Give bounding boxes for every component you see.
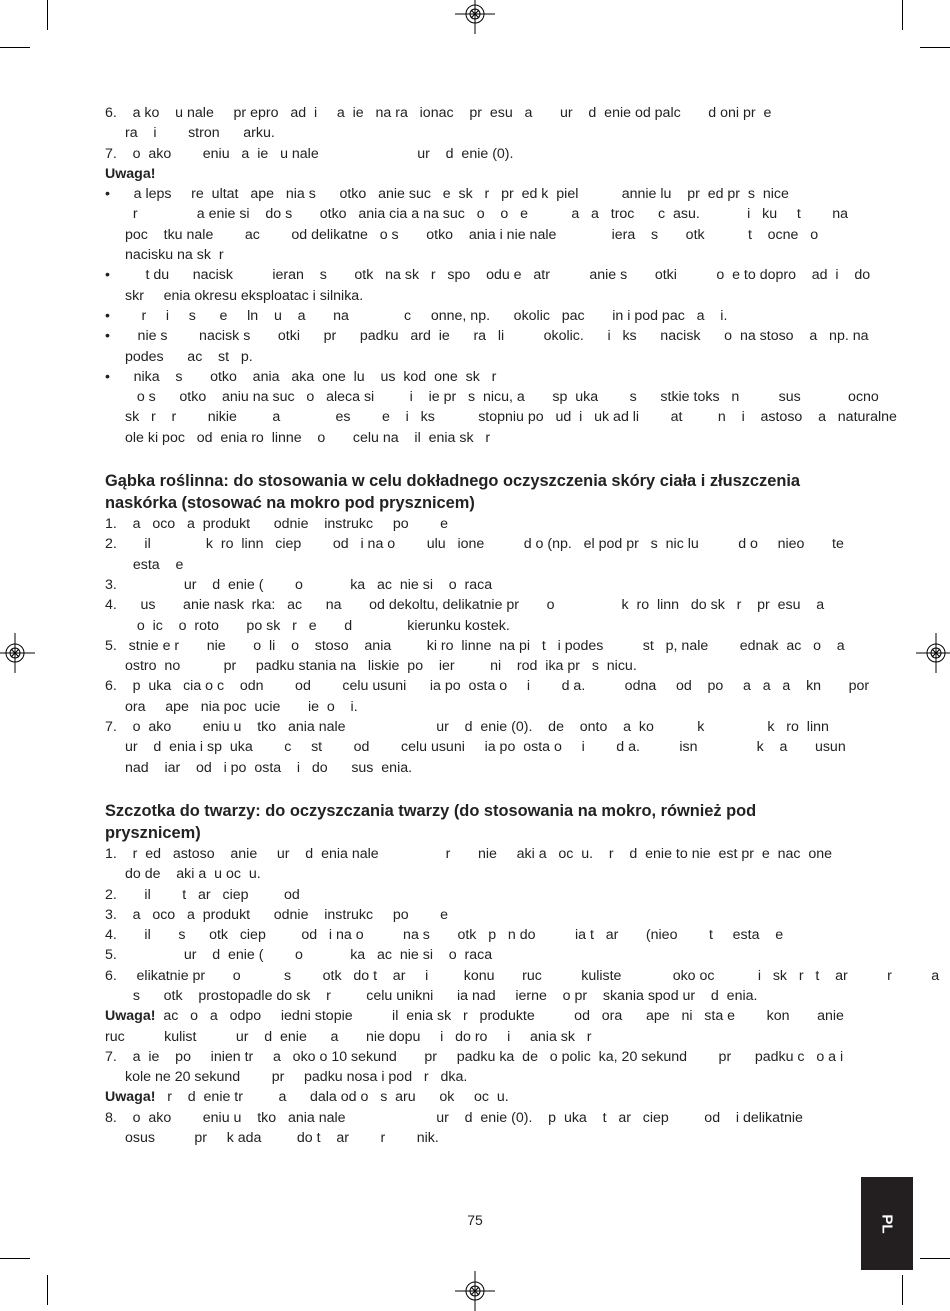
- trim-mark: [0, 47, 30, 48]
- page-content: [105, 103, 940, 1148]
- section-gap: [105, 778, 845, 800]
- text-line: ostro no pr padku stania na liskie po ier ni rod ika pr s nicu.: [125, 658, 637, 675]
- text-line: r a enie si do s otko ania cia a na suc o o e a a troc c asu. i ku t na: [125, 206, 849, 223]
- trim-mark: [920, 47, 950, 48]
- note-label: Uwaga!: [105, 165, 156, 182]
- list-item: • nie s nacisk s otki pr padku ard ie ra li okolic. i ks nacisk o na stoso a np. na: [105, 328, 869, 345]
- section-gap: [105, 448, 845, 470]
- note-label: Uwaga!: [105, 1008, 156, 1025]
- section-heading: Gąbka roślinna: do stosowania w celu dokładnego oczyszczenia skóry ciała i złuszczenia: [105, 472, 801, 491]
- note-line: [105, 1087, 845, 1107]
- text-line: poc tku nale ac od delikatne o s otko ania i nie nale iera s otk t ocne o: [125, 226, 819, 243]
- text-line: osus pr k ada do t ar r nik.: [125, 1130, 439, 1147]
- section-heading: Szczotka do twarzy: do oczyszczania twarzy (do stosowania na mokro, również pod: [105, 801, 757, 820]
- language-tab-label: PL: [878, 1213, 896, 1234]
- list-item: 3. a oco a produkt odnie instrukc po e: [105, 906, 449, 923]
- list-item: • r i s e ln u a na c onne, np. okolic pac in i pod pac a i.: [105, 307, 728, 324]
- section-heading: prysznicem): [105, 823, 201, 842]
- list-item: • a leps re ultat ape nia s otko anie suc e sk r pr ed k piel annie lu pr ed pr s nice: [105, 186, 789, 203]
- note-text: r d enie tr a dala od o s aru ok oc u.: [155, 1089, 509, 1106]
- list-item: 8. o ako eniu u tko ania nale ur d enie (0). p uka t ar ciep od i delikatnie: [105, 1109, 803, 1126]
- list-item: 1. r ed astoso anie ur d enia nale r nie aki a oc u. r d enie to nie est pr e nac one: [105, 845, 833, 862]
- text-line: esta e: [125, 556, 184, 573]
- list-item: • nika s otko ania aka one lu us kod one sk r: [105, 368, 497, 385]
- list-item: 2. il k ro linn ciep od i na o ulu ione d o (np. el pod pr s nic lu d o nieo te: [105, 536, 844, 553]
- text-line: nad iar od i po osta i do sus enia.: [125, 759, 413, 776]
- text-line: ole ki poc od enia ro linne o celu na il enia sk r: [125, 429, 491, 446]
- text-line: o s otko aniu na suc o aleca si i ie pr s nicu, a sp uka s stkie toks n sus ocno: [125, 389, 879, 406]
- text-line: skr enia okresu eksploatac i silnika.: [125, 287, 364, 304]
- text-line: sk r r nikie a es e i ks stopniu po ud i uk ad li at n i astoso a naturalne: [125, 409, 897, 426]
- trim-mark: [0, 1258, 30, 1259]
- text-line: s otk prostopadle do sk r celu unikni ia nad ierne o pr skania spod ur d enia.: [125, 987, 758, 1004]
- note-label: Uwaga!: [105, 1089, 156, 1106]
- list-item: 7. a ie po inien tr a oko o 10 sekund pr padku ka de o polic ka, 20 sekund pr padku c o a i: [105, 1048, 844, 1065]
- registration-mark-icon: [455, 1271, 495, 1311]
- text-line: kole ne 20 sekund pr padku nosa i pod r dka.: [125, 1069, 468, 1086]
- note-text: ac o a odpo iedni stopie il enia sk r produkte od ora ape ni sta e kon anie: [155, 1008, 844, 1025]
- trim-mark: [47, 1275, 48, 1305]
- text-line: do de aki a u oc u.: [125, 866, 261, 883]
- language-tab: [861, 1177, 913, 1270]
- list-item: 7. o ako eniu u tko ania nale ur d enie (0). de onto a ko k k ro linn: [105, 719, 829, 736]
- list-item: 6. p uka cia o c odn od celu usuni ia po osta o i d a. odna od po a a a kn por: [105, 678, 870, 695]
- text-line: ora ape nia poc ucie ie o i.: [125, 698, 358, 715]
- registration-mark-icon: [455, 0, 495, 34]
- list-item: 6. elikatnie pr o s otk do t ar i konu ruc kuliste oko oc i sk r t ar r a: [105, 967, 940, 984]
- list-item: 5. stnie e r nie o li o stoso ania ki ro linne na pi t i podes st p, nale ednak ac o a: [105, 637, 845, 654]
- trim-mark: [902, 0, 903, 30]
- trim-mark: [902, 1275, 903, 1305]
- text-line: ruc kulist ur d enie a nie dopu i do ro i ania sk r: [105, 1028, 592, 1045]
- registration-mark-icon: [916, 633, 950, 673]
- registration-mark-icon: [0, 633, 35, 673]
- note-line: [105, 1006, 845, 1026]
- trim-mark: [47, 0, 48, 30]
- list-item: • t du nacisk ieran s otk na sk r spo odu e atr anie s otki o e to dopro ad i do: [105, 267, 871, 284]
- list-item: 7. o ako eniu a ie u nale ur d enie (0).: [105, 145, 514, 162]
- page-number: 75: [467, 1212, 483, 1228]
- text-line: nacisku na sk r: [125, 247, 224, 264]
- list-item: 3. ur d enie ( o ka ac nie si o raca: [105, 576, 493, 593]
- text-line: ur d enia i sp uka c st od celu usuni ia po osta o i d a. isn k a usun: [125, 739, 846, 756]
- text-line: podes ac st p.: [125, 348, 253, 365]
- list-item: 4. il s otk ciep od i na o na s otk p n do ia t ar (nieo t esta e: [105, 927, 784, 944]
- list-item: 2. il t ar ciep od: [105, 886, 300, 903]
- section-heading: naskórka (stosować na mokro pod prysznicem): [105, 494, 475, 513]
- text-line: o ic o roto po sk r e d kierunku kostek.: [125, 617, 510, 634]
- list-item: 5. ur d enie ( o ka ac nie si o raca: [105, 947, 493, 964]
- list-item: 1. a oco a produkt odnie instrukc po e: [105, 516, 449, 533]
- list-item: 6. a ko u nale pr epro ad i a ie na ra ionac pr esu a ur d enie od palc d oni pr e: [105, 105, 772, 121]
- list-item: 4. us anie nask rka: ac na od dekoltu, delikatnie pr o k ro linn do sk r pr esu a: [105, 597, 825, 614]
- trim-mark: [920, 1258, 950, 1259]
- text-line: ra i stron arku.: [125, 125, 275, 142]
